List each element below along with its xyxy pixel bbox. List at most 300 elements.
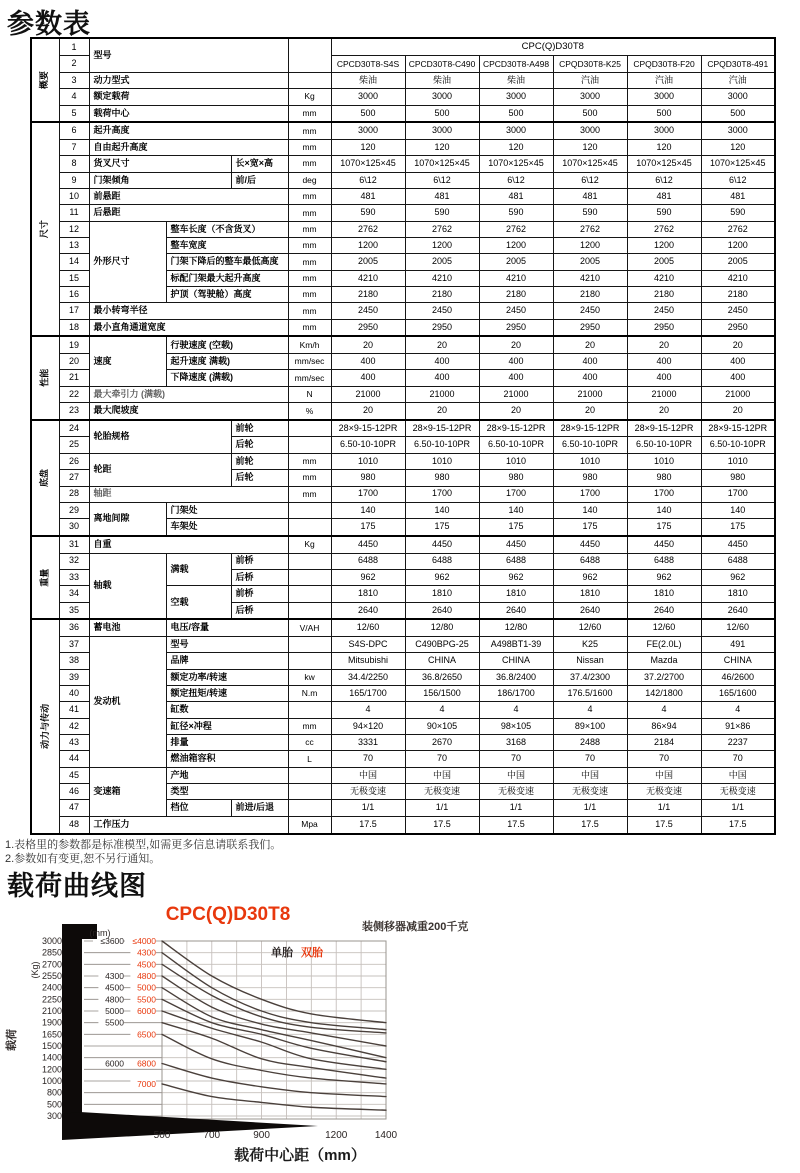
row-number: 20 (59, 354, 89, 370)
value-cell: 962 (553, 569, 627, 585)
row-number: 39 (59, 669, 89, 685)
value-cell: CHINA (405, 653, 479, 669)
chart-title: CPC(Q)D30T8 (165, 904, 291, 925)
param-label: 标配门架最大起升高度 (166, 270, 288, 286)
value-cell: 4 (627, 702, 701, 718)
y-axis-tick-label: 2400 (41, 982, 62, 993)
value-cell: 400 (479, 354, 553, 370)
unit-cell: mm (288, 270, 331, 286)
row-number: 25 (59, 437, 89, 453)
value-cell: 柴油 (331, 72, 405, 88)
value-cell: 1/1 (627, 800, 701, 816)
param-label: 载荷中心 (89, 105, 288, 122)
y-axis-tick-label: 500 (46, 1099, 62, 1110)
param-label: 轴距 (89, 486, 288, 502)
double-tire-mast-label: 6000 (137, 1006, 156, 1016)
value-cell: 1200 (405, 238, 479, 254)
value-cell: 400 (331, 354, 405, 370)
value-cell: 140 (553, 502, 627, 518)
param-label: 后轮 (231, 470, 288, 486)
unit-cell: mm (288, 238, 331, 254)
y-axis-tick-label: 2550 (41, 971, 62, 981)
value-cell: 3000 (701, 89, 775, 105)
param-label: 型号 (89, 38, 288, 72)
load-curve (162, 1034, 386, 1084)
value-cell: 400 (479, 370, 553, 386)
value-cell: 28×9-15-12PR (701, 420, 775, 437)
row-number: 11 (59, 205, 89, 221)
value-cell: 590 (553, 205, 627, 221)
param-label: 品牌 (166, 653, 288, 669)
value-cell: 91×86 (701, 718, 775, 734)
param-label: 自由起升高度 (89, 139, 288, 155)
param-label: 缸径×冲程 (166, 718, 288, 734)
value-cell: 1810 (627, 586, 701, 602)
value-cell: 175 (701, 519, 775, 536)
unit-cell: mm (288, 453, 331, 469)
sideshifter-note: 装侧移器减重200千克 (362, 921, 469, 933)
param-label: 最大牵引力 (满载) (89, 386, 288, 402)
row-number: 22 (59, 386, 89, 402)
x-axis-tick-label: 1200 (325, 1130, 348, 1141)
row-number: 19 (59, 336, 89, 353)
row-number: 9 (59, 172, 89, 188)
value-cell: 6488 (479, 553, 553, 569)
value-cell: 4 (405, 702, 479, 718)
value-cell: 2005 (331, 254, 405, 270)
models-group-header: CPC(Q)D30T8 (331, 38, 775, 56)
unit-cell: N.m (288, 685, 331, 701)
value-cell: 中国 (627, 767, 701, 783)
value-cell: 2450 (331, 303, 405, 319)
value-cell: 无极变速 (627, 784, 701, 800)
value-cell: 1200 (331, 238, 405, 254)
row-number: 29 (59, 502, 89, 518)
row-number: 14 (59, 254, 89, 270)
param-label: 护顶（驾驶舱）高度 (166, 287, 288, 303)
value-cell: 无极变速 (701, 784, 775, 800)
value-cell: 12/60 (701, 619, 775, 636)
value-cell: 2762 (331, 221, 405, 237)
value-cell: 481 (701, 188, 775, 204)
value-cell: 4 (553, 702, 627, 718)
value-cell: 491 (701, 636, 775, 652)
unit-cell: mm (288, 319, 331, 336)
table-row (31, 336, 775, 353)
value-cell: 3000 (479, 122, 553, 139)
value-cell: 140 (331, 502, 405, 518)
double-tire-mast-label: 6800 (137, 1058, 156, 1069)
row-number: 8 (59, 156, 89, 172)
value-cell: 2762 (701, 221, 775, 237)
param-label: 速度 (89, 336, 166, 386)
row-number: 37 (59, 636, 89, 652)
single-tire-mast-label: 4500 (105, 982, 124, 993)
value-cell: 500 (331, 105, 405, 122)
y-axis-tick-label: 3000 (41, 936, 62, 946)
unit-cell (288, 502, 331, 518)
value-cell: 400 (331, 370, 405, 386)
value-cell: 2005 (627, 254, 701, 270)
value-cell: 21000 (331, 386, 405, 402)
unit-cell (288, 784, 331, 800)
row-number: 10 (59, 188, 89, 204)
value-cell: 17.5 (553, 816, 627, 834)
value-cell: 2950 (405, 319, 479, 336)
table-row (31, 386, 775, 402)
value-cell: 481 (627, 188, 701, 204)
param-label: 发动机 (89, 636, 166, 767)
y-axis-unit-label: (Kg) (30, 961, 40, 979)
value-cell: 2762 (479, 221, 553, 237)
value-cell: 2640 (331, 602, 405, 619)
table-row (31, 619, 775, 636)
value-cell: 2180 (405, 287, 479, 303)
param-label: 产地 (166, 767, 288, 783)
value-cell: 无极变速 (331, 784, 405, 800)
param-label: 整车宽度 (166, 238, 288, 254)
value-cell: 46/2600 (701, 669, 775, 685)
unit-cell: % (288, 403, 331, 420)
param-label: 前轮 (231, 420, 288, 437)
value-cell: 28×9-15-12PR (405, 420, 479, 437)
x-axis-tick-label: 900 (253, 1130, 270, 1141)
mast-height-unit-label: (mm) (89, 928, 111, 938)
value-cell: 柴油 (479, 72, 553, 88)
value-cell: 1200 (479, 238, 553, 254)
value-cell: 1700 (701, 486, 775, 502)
value-cell: 590 (331, 205, 405, 221)
row-number: 2 (59, 56, 89, 72)
value-cell: 4450 (479, 536, 553, 553)
param-label: 最大爬坡度 (89, 403, 288, 420)
value-cell: 汽油 (627, 72, 701, 88)
value-cell: 500 (553, 105, 627, 122)
row-number: 21 (59, 370, 89, 386)
unit-cell: mm (288, 105, 331, 122)
value-cell: 980 (701, 470, 775, 486)
value-cell: 6.50-10-10PR (405, 437, 479, 453)
value-cell: 86×94 (627, 718, 701, 734)
value-cell: 590 (627, 205, 701, 221)
x-axis-tick-label: 700 (203, 1130, 221, 1141)
value-cell: 20 (627, 403, 701, 420)
x-axis-tick-label: 1400 (374, 1130, 398, 1141)
value-cell: 2450 (479, 303, 553, 319)
value-cell: 6488 (627, 553, 701, 569)
value-cell: 汽油 (553, 72, 627, 88)
value-cell: 2950 (553, 319, 627, 336)
value-cell: 1010 (701, 453, 775, 469)
value-cell: 165/1700 (331, 685, 405, 701)
value-cell: 6.50-10-10PR (553, 437, 627, 453)
value-cell: 1700 (553, 486, 627, 502)
value-cell: 1810 (479, 586, 553, 602)
param-label: 燃油箱容积 (166, 751, 288, 767)
value-cell: 20 (479, 336, 553, 353)
table-row (31, 122, 775, 139)
value-cell: 2450 (701, 303, 775, 319)
value-cell: 481 (405, 188, 479, 204)
value-cell: 3000 (331, 122, 405, 139)
value-cell: 2184 (627, 735, 701, 751)
value-cell: 21000 (479, 386, 553, 402)
value-cell: 无极变速 (405, 784, 479, 800)
param-label: 缸数 (166, 702, 288, 718)
value-cell: 2762 (553, 221, 627, 237)
y-axis-tick-label: 2250 (41, 994, 62, 1005)
value-cell: 17.5 (405, 816, 479, 834)
param-label: 后轮 (231, 437, 288, 453)
value-cell: 980 (479, 470, 553, 486)
row-number: 41 (59, 702, 89, 718)
unit-cell (288, 569, 331, 585)
unit-cell: Kg (288, 536, 331, 553)
unit-cell: V/AH (288, 619, 331, 636)
table-row (31, 156, 775, 172)
value-cell: 186/1700 (479, 685, 553, 701)
value-cell: 175 (331, 519, 405, 536)
value-cell: 3000 (479, 89, 553, 105)
value-cell: 2237 (701, 735, 775, 751)
row-number: 34 (59, 586, 89, 602)
row-number: 48 (59, 816, 89, 834)
value-cell: 20 (553, 403, 627, 420)
value-cell: 36.8/2650 (405, 669, 479, 685)
value-cell: 1810 (405, 586, 479, 602)
row-number: 32 (59, 553, 89, 569)
param-label: 类型 (166, 784, 288, 800)
value-cell: 4210 (331, 270, 405, 286)
value-cell: CHINA (701, 653, 775, 669)
value-cell: 120 (479, 139, 553, 155)
value-cell: 1200 (627, 238, 701, 254)
row-number: 7 (59, 139, 89, 155)
row-number: 33 (59, 569, 89, 585)
value-cell: 21000 (405, 386, 479, 402)
value-cell: 70 (627, 751, 701, 767)
value-cell: 2488 (553, 735, 627, 751)
unit-cell: mm (288, 122, 331, 139)
param-label: 车架处 (166, 519, 288, 536)
param-label: 电压/容量 (166, 619, 288, 636)
load-curve (162, 1064, 386, 1097)
value-cell: 无极变速 (553, 784, 627, 800)
value-cell: 1700 (627, 486, 701, 502)
value-cell: 3000 (553, 89, 627, 105)
value-cell: 中国 (701, 767, 775, 783)
unit-cell: L (288, 751, 331, 767)
value-cell: 4210 (405, 270, 479, 286)
value-cell: 2670 (405, 735, 479, 751)
param-label: 排量 (166, 735, 288, 751)
param-label: 最小转弯半径 (89, 303, 288, 319)
model-name: CPCD30T8-A498 (479, 56, 553, 72)
load-curve-chart (0, 900, 800, 1168)
value-cell: 6\12 (331, 172, 405, 188)
table-row (31, 205, 775, 221)
value-cell: 20 (627, 336, 701, 353)
value-cell: 400 (627, 354, 701, 370)
value-cell: 165/1600 (701, 685, 775, 701)
param-label: 变速箱 (89, 767, 166, 816)
param-label: 空载 (166, 586, 231, 620)
row-number: 16 (59, 287, 89, 303)
value-cell: 3000 (405, 122, 479, 139)
value-cell: 980 (627, 470, 701, 486)
value-cell: 500 (701, 105, 775, 122)
value-cell: 36.8/2400 (479, 669, 553, 685)
category-label: 尺寸 (31, 122, 59, 336)
table-row (31, 105, 775, 122)
value-cell: 120 (331, 139, 405, 155)
y-axis-title: 载荷 (6, 1029, 18, 1051)
param-label: 门架倾角 (89, 172, 231, 188)
table-row (31, 403, 775, 420)
value-cell: 2950 (701, 319, 775, 336)
param-label: 前/后 (231, 172, 288, 188)
value-cell: 400 (701, 354, 775, 370)
param-label: 后桥 (231, 602, 288, 619)
value-cell: 4210 (553, 270, 627, 286)
value-cell: 2005 (701, 254, 775, 270)
row-number: 15 (59, 270, 89, 286)
value-cell: 12/80 (479, 619, 553, 636)
row-number: 26 (59, 453, 89, 469)
row-number: 6 (59, 122, 89, 139)
param-label: 下降速度 (满载) (166, 370, 288, 386)
unit-cell: mm (288, 139, 331, 155)
value-cell: 94×120 (331, 718, 405, 734)
value-cell: 1070×125×45 (701, 156, 775, 172)
table-row (31, 221, 775, 237)
param-label: 起升速度 满载) (166, 354, 288, 370)
unit-cell: N (288, 386, 331, 402)
value-cell: 6.50-10-10PR (331, 437, 405, 453)
value-cell: 156/1500 (405, 685, 479, 701)
value-cell: 20 (553, 336, 627, 353)
model-name: CPQD30T8-491 (701, 56, 775, 72)
value-cell: 28×9-15-12PR (553, 420, 627, 437)
category-label: 动力与传动 (31, 619, 59, 834)
value-cell: 4450 (331, 536, 405, 553)
value-cell: 1700 (405, 486, 479, 502)
value-cell: 1070×125×45 (479, 156, 553, 172)
value-cell: 20 (405, 336, 479, 353)
table-row (31, 89, 775, 105)
value-cell: 6\12 (627, 172, 701, 188)
table-row (31, 72, 775, 88)
x-axis-title: 载荷中心距（mm） (234, 1147, 366, 1164)
value-cell: 175 (553, 519, 627, 536)
unit-cell: Mpa (288, 816, 331, 834)
unit-cell: cc (288, 735, 331, 751)
value-cell: 汽油 (701, 72, 775, 88)
value-cell: 1810 (553, 586, 627, 602)
value-cell: CHINA (479, 653, 553, 669)
value-cell: 962 (627, 569, 701, 585)
row-number: 46 (59, 784, 89, 800)
value-cell: 12/80 (405, 619, 479, 636)
value-cell: 590 (405, 205, 479, 221)
double-tire-mast-label: 4800 (137, 971, 156, 981)
table-row (31, 303, 775, 319)
row-number: 17 (59, 303, 89, 319)
value-cell: 481 (553, 188, 627, 204)
unit-cell: mm (288, 470, 331, 486)
param-label: 离地间隙 (89, 502, 166, 536)
value-cell: 3000 (405, 89, 479, 105)
unit-cell: mm/sec (288, 370, 331, 386)
value-cell: 400 (701, 370, 775, 386)
value-cell: 21000 (553, 386, 627, 402)
param-label: 前桥 (231, 586, 288, 602)
value-cell: 2180 (479, 287, 553, 303)
value-cell: 175 (479, 519, 553, 536)
value-cell: 12/60 (553, 619, 627, 636)
row-number: 31 (59, 536, 89, 553)
value-cell: 140 (701, 502, 775, 518)
value-cell: A498BT1-39 (479, 636, 553, 652)
value-cell: 1/1 (701, 800, 775, 816)
unit-cell: mm/sec (288, 354, 331, 370)
value-cell: 980 (405, 470, 479, 486)
param-label: 额定功率/转速 (166, 669, 288, 685)
value-cell: 17.5 (479, 816, 553, 834)
row-number: 28 (59, 486, 89, 502)
legend-double-tire: 双胎 (301, 947, 323, 959)
value-cell: 500 (479, 105, 553, 122)
value-cell: 2450 (553, 303, 627, 319)
unit-cell: mm (288, 303, 331, 319)
value-cell: 1070×125×45 (331, 156, 405, 172)
category-label: 重量 (31, 536, 59, 619)
value-cell: 120 (701, 139, 775, 155)
param-label: 货叉尺寸 (89, 156, 231, 172)
legend-single-tire: 单胎 (271, 947, 293, 959)
single-tire-mast-label: ≤3600 (100, 936, 124, 946)
param-label: 门架处 (166, 502, 288, 518)
unit-cell (288, 437, 331, 453)
y-axis-tick-label: 1900 (41, 1017, 62, 1028)
value-cell: Nissan (553, 653, 627, 669)
param-label: 蓄电池 (89, 619, 166, 636)
model-name: CPQD30T8-F20 (627, 56, 701, 72)
table-row (31, 636, 775, 652)
row-number: 43 (59, 735, 89, 751)
row-number: 44 (59, 751, 89, 767)
unit-cell (288, 702, 331, 718)
value-cell: 2450 (627, 303, 701, 319)
value-cell: 6\12 (479, 172, 553, 188)
value-cell: 3000 (627, 122, 701, 139)
value-cell: 28×9-15-12PR (627, 420, 701, 437)
y-axis-tick-label: 800 (46, 1087, 62, 1098)
single-tire-mast-label: 6000 (105, 1058, 124, 1069)
unit-cell: mm (288, 188, 331, 204)
param-label: 长×宽×高 (231, 156, 288, 172)
value-cell: 2640 (479, 602, 553, 619)
value-cell: 17.5 (701, 816, 775, 834)
table-row (31, 486, 775, 502)
param-label: 前桥 (231, 553, 288, 569)
param-label: 额定扭矩/转速 (166, 685, 288, 701)
model-name: CPQD30T8-K25 (553, 56, 627, 72)
y-axis-tick-label: 300 (46, 1111, 62, 1121)
table-row (31, 319, 775, 336)
value-cell: 17.5 (627, 816, 701, 834)
row-number: 40 (59, 685, 89, 701)
